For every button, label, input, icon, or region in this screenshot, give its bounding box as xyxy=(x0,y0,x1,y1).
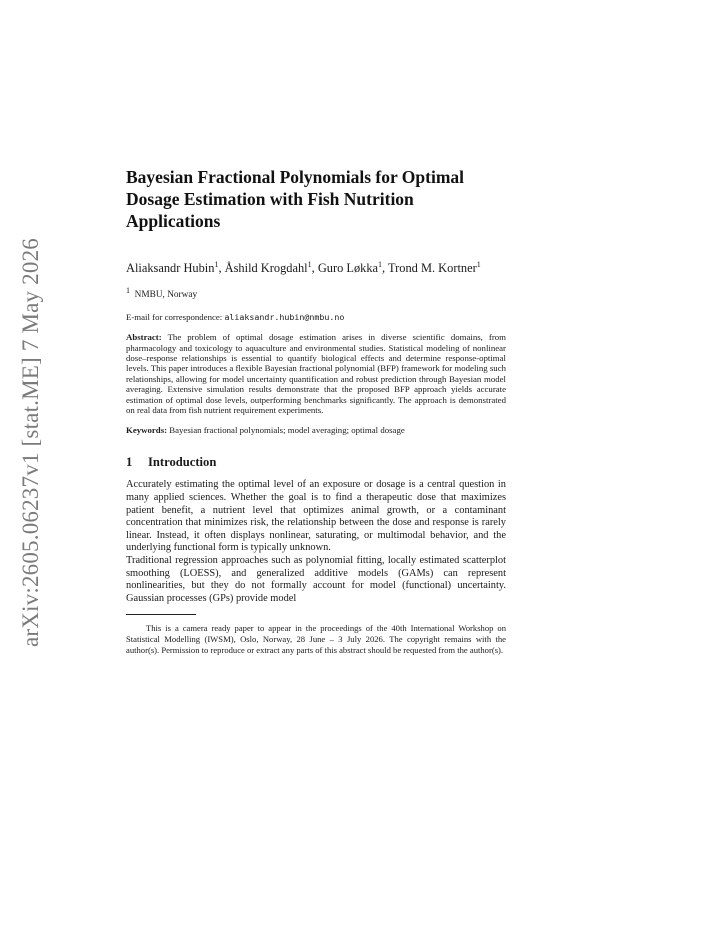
abstract-label: Abstract: xyxy=(126,332,162,343)
correspondence-email xyxy=(126,312,506,323)
affiliation-mark: 1 xyxy=(307,260,312,269)
author-name: Trond M. Kortner xyxy=(388,261,477,276)
abstract xyxy=(126,332,506,415)
author-list xyxy=(126,256,506,277)
arxiv-identifier-stamp: arXiv:2605.06237v1 [stat.ME] 7 May 2026 xyxy=(18,238,43,647)
affiliation-mark: 1 xyxy=(378,260,383,269)
body-paragraph: Traditional regression approaches such as polynomial fitting, locally estimated scatterplot smoothing (LOESS), and generalized additive models (GAMs) can represent nonlinearities, but they do not formally account for model (functional) uncertainty. Gaussian processes (GPs) provide model xyxy=(126,555,506,604)
affiliation-text: NMBU, Norway xyxy=(134,290,198,301)
section-number: 1 xyxy=(126,455,133,470)
paper-page-content xyxy=(126,166,506,655)
author-separator: , xyxy=(311,261,318,276)
section-title: Introduction xyxy=(148,455,217,470)
author-name: Guro Løkka xyxy=(317,261,379,276)
email-label: E-mail for correspondence: xyxy=(126,312,225,323)
affiliation xyxy=(126,285,506,301)
paper-title: Bayesian Fractional Polynomials for Optimal Dosage Estimation with Fish Nutrition Applications xyxy=(126,167,465,231)
abstract-text: The problem of optimal dosage estimation arises in diverse scientific domains, from pharmacology and toxicology to aquaculture and environmental studies. Statistical modeling of nonlinear dose–response relationships is essential to quantify biological effects and determine response-optimal levels. This paper introduces a flexible Bayesian fractional polynomial (BFP) framework for modeling such relationships, allowing for model uncertainty quantification and robust prediction through Bayesian model averaging. Extensive simulation results demonstrate that the proposed BFP approach yields accurate estimation of optimal dose levels, outperforming benchmarks significantly. The approach is demonstrated on real data from fish nutrient requirement experiments. xyxy=(126,332,506,416)
keywords xyxy=(126,425,506,436)
footnote-divider xyxy=(126,614,196,615)
affiliation-mark: 1 xyxy=(214,260,219,269)
body-paragraph: Accurately estimating the optimal level of an exposure or dosage is a central question in many applied sciences. Whether the goal is to find a therapeutic dose that maximizes patient benefit, a nutrient level that optimizes animal growth, or a contaminant concentration that minimizes risk, the relationship between the dose and response is rarely linear. Instead, it often displays nonlinear, saturating, or multimodal behavior, and the underlying functional form is typically unknown. xyxy=(126,479,506,554)
affiliation-mark: 1 xyxy=(476,260,481,269)
footnote: This is a camera ready paper to appear in the proceedings of the 40th International Workshop on Statistical Modelling (IWSM), Oslo, Norway, 28 June – 3 July 2026. The copyright remains with the author(s). Permission to reproduce or extract any parts of this abstract should be requested from the author(s). xyxy=(126,623,506,655)
author-name: Aliaksandr Hubin xyxy=(126,261,215,276)
introduction-body xyxy=(126,479,506,605)
author-separator: , xyxy=(382,261,389,276)
section-heading xyxy=(126,454,506,470)
author-name: Åshild Krogdahl xyxy=(224,261,308,276)
keywords-text: Bayesian fractional polynomials; model averaging; optimal dosage xyxy=(169,425,405,436)
affiliation-mark: 1 xyxy=(126,286,130,296)
email-address[interactable]: aliaksandr.hubin@nmbu.no xyxy=(224,312,345,323)
keywords-label: Keywords: xyxy=(126,425,168,436)
author-separator: , xyxy=(218,261,225,276)
